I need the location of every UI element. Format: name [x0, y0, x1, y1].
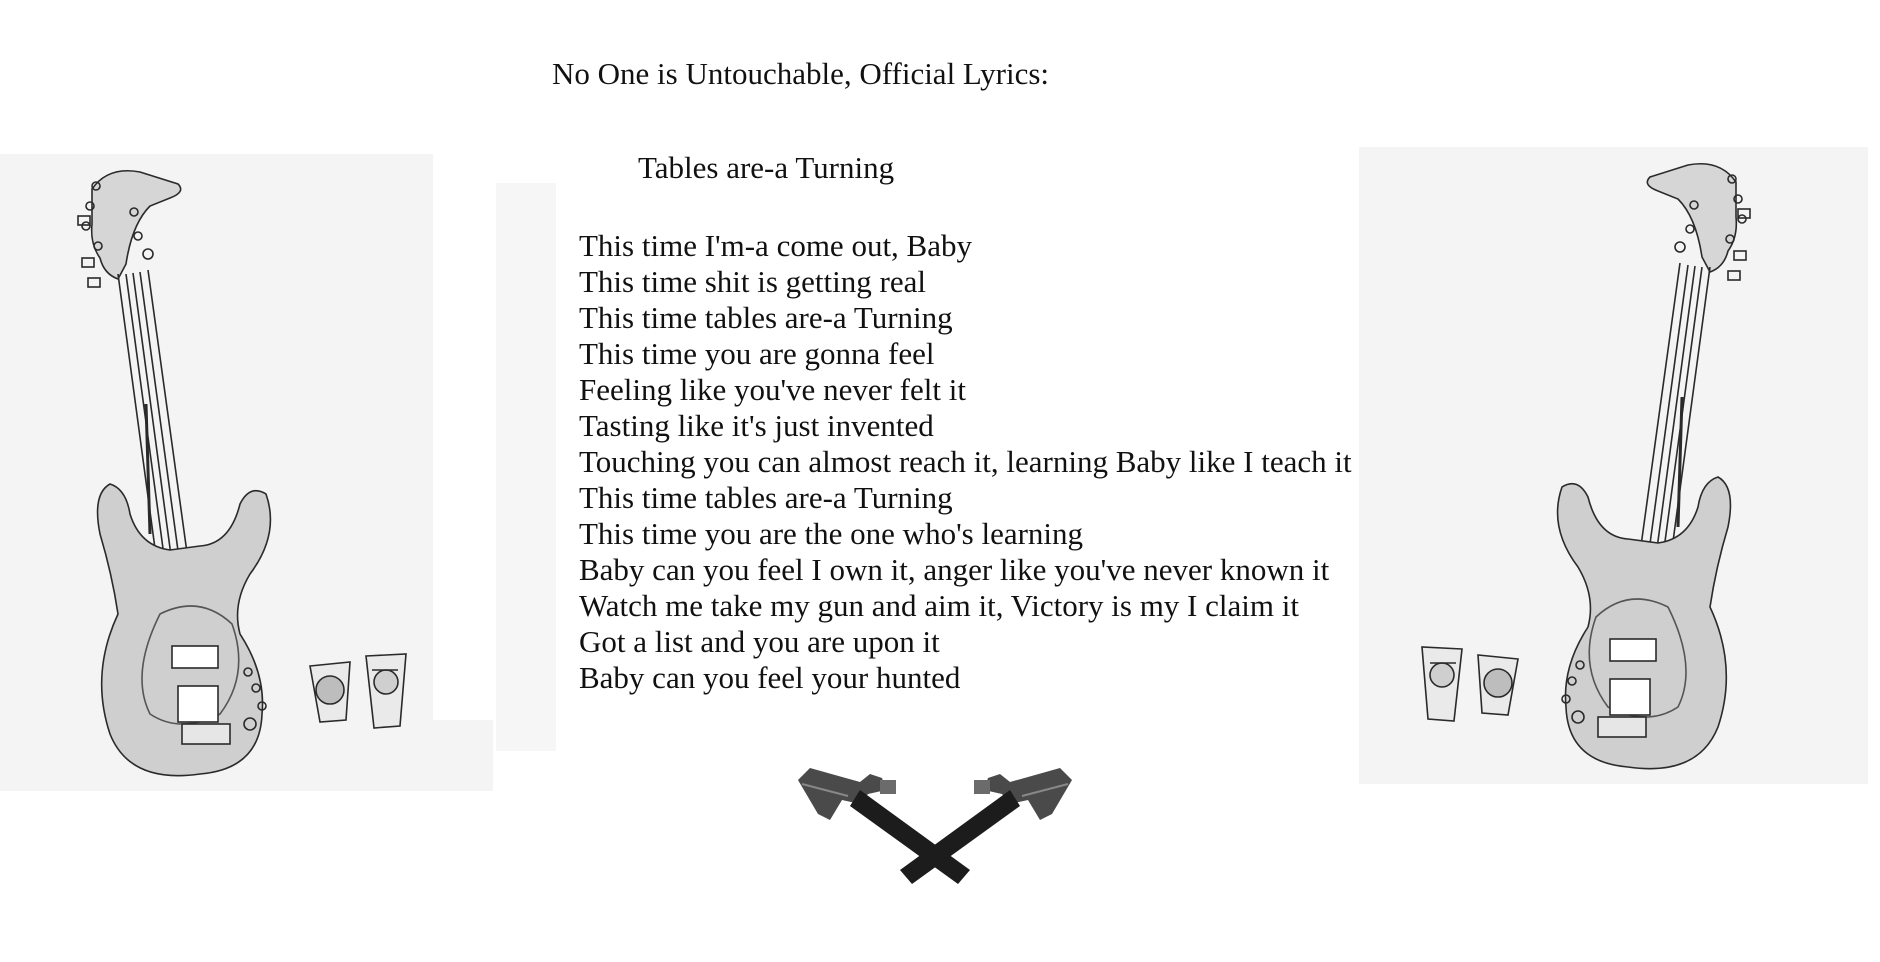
lyric-line: Watch me take my gun and aim it, Victory is my I claim it: [579, 588, 1299, 623]
lyric-line: This time you are gonna feel: [579, 336, 935, 371]
lyric-line: This time I'm-a come out, Baby: [579, 228, 972, 263]
bass-guitar-drawing-right: [1359, 147, 1868, 784]
lyrics-list: [579, 228, 1352, 696]
lyric-line: Feeling like you've never felt it: [579, 372, 966, 407]
crossed-pistols-icon: [790, 760, 1080, 885]
headstock-icon: [1647, 164, 1736, 272]
lyric-line: Baby can you feel your hunted: [579, 660, 961, 695]
headstock-icon: [92, 171, 181, 279]
lyric-line: Baby can you feel I own it, anger like you've never known it: [579, 552, 1330, 587]
lyric-line: Got a list and you are upon it: [579, 624, 940, 659]
pistol-left-icon: [798, 768, 970, 884]
lyric-line: This time you are the one who's learning: [579, 516, 1084, 551]
bass-guitar-drawing-left: [0, 154, 433, 791]
lyric-line: This time tables are-a Turning: [579, 480, 953, 515]
pistol-right-icon: [900, 768, 1072, 884]
left-drawing-paper-extension: [433, 720, 493, 791]
lyric-line: Touching you can almost reach it, learning Baby like I teach it: [579, 444, 1352, 479]
paper-strip: [496, 183, 556, 751]
lyric-line: This time shit is getting real: [579, 264, 926, 299]
lyric-line: This time tables are-a Turning: [579, 300, 953, 335]
page-title: No One is Untouchable, Official Lyrics:: [552, 56, 1050, 91]
song-title: Tables are-a Turning: [638, 150, 895, 185]
lyric-line: Tasting like it's just invented: [579, 408, 934, 443]
